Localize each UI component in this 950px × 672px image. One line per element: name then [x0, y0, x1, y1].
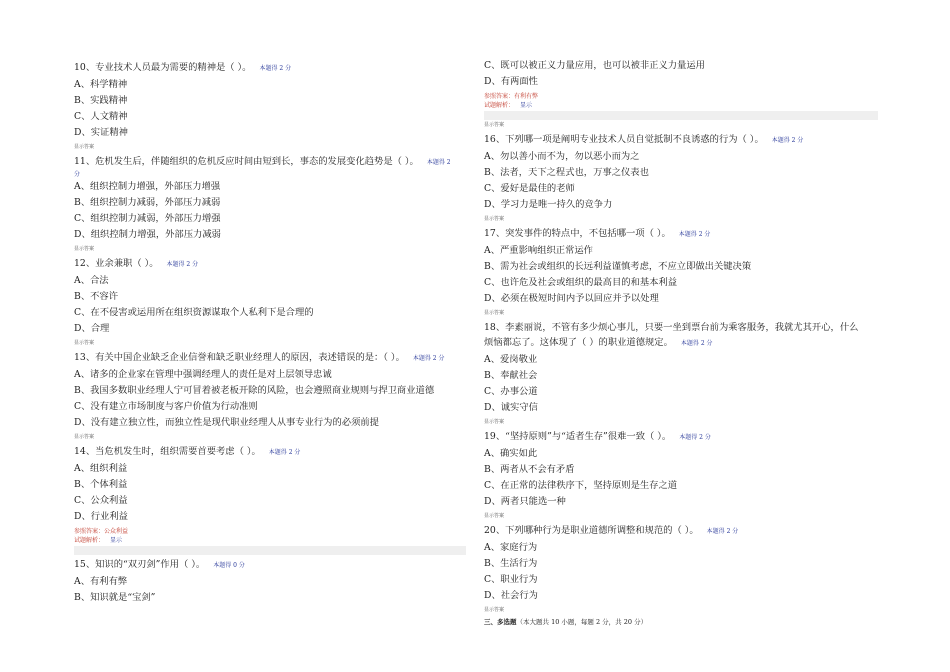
- option[interactable]: A、组织控制力增强，外部压力增强: [74, 181, 221, 192]
- show-answer-link[interactable]: 显示答案: [484, 310, 505, 316]
- question-15-continued: [484, 58, 878, 129]
- question-stem: 13、有关中国企业缺乏企业信誉和缺乏职业经理人的原因，表述错误的是：（ ）。 本题得 2 分: [74, 352, 445, 363]
- option[interactable]: B、需为社会或组织的长远利益谨慎考虑，不应立即做出关键决策: [484, 261, 752, 272]
- option[interactable]: B、个体利益: [74, 479, 128, 490]
- question-stem: 18、李素丽说，不管有多少烦心事儿，只要一坐到票台前为乘客服务，我就尤其开心，什么: [484, 322, 859, 333]
- option[interactable]: D、必须在极短时间内予以回应并予以处理: [484, 293, 659, 304]
- score-label: 本题得 2: [426, 159, 451, 166]
- question-stem: 11、危机发生后，伴随组织的危机反应时间由短到长，事态的发展变化趋势是（ ）。 本题得 2: [74, 156, 451, 167]
- question-stem: 10、专业技术人员最为需要的精神是（ ）。 本题得 2 分: [74, 62, 292, 73]
- score-label: 本题得 2 分: [166, 261, 199, 268]
- option[interactable]: C、在不侵害或运用所在组织资源谋取个人私利下是合理的: [74, 307, 314, 318]
- question-13: [74, 350, 466, 441]
- explanation-row: 试题解析： 显示: [74, 537, 123, 544]
- option[interactable]: C、组织控制力减弱，外部压力增强: [74, 213, 221, 224]
- option[interactable]: D、没有建立独立性，而独立性是现代职业经理人从事专业行为的必须前提: [74, 417, 379, 428]
- reference-answer: 参照答案：公众利益: [74, 528, 129, 535]
- option[interactable]: A、家庭行为: [484, 542, 538, 553]
- option[interactable]: C、在正常的法律秩序下，坚持原则是生存之道: [484, 480, 678, 491]
- section-note: （本大题共 10 小题，每题 2 分，共 20 分）: [516, 618, 648, 626]
- left-column: [74, 58, 466, 606]
- show-answer-link[interactable]: 显示答案: [74, 340, 95, 346]
- question-20: [484, 523, 878, 614]
- question-11: [74, 154, 466, 253]
- question-stem-line2: 烦恼都忘了。这体现了（ ）的职业道德规定。 本题得 2 分: [484, 337, 713, 348]
- option[interactable]: A、勿以善小而不为，勿以恶小而为之: [484, 151, 640, 162]
- question-stem: 15、知识的“双刃剑”作用（ ）。 本题得 0 分: [74, 559, 245, 570]
- option[interactable]: C、职业行为: [484, 574, 538, 585]
- question-stem: 19、“坚持原则”与“适者生存”很难一致（ ）。 本题得 2 分: [484, 431, 711, 442]
- option[interactable]: C、也许危及社会或组织的最高目的和基本利益: [484, 277, 678, 288]
- option[interactable]: A、科学精神: [74, 79, 128, 90]
- option[interactable]: D、实证精神: [74, 127, 128, 138]
- show-answer-link[interactable]: 显示答案: [484, 513, 505, 519]
- question-stem: 17、突发事件的特点中，不包括哪一项（ ）。 本题得 2 分: [484, 228, 711, 239]
- show-answer-link[interactable]: 显示答案: [74, 246, 95, 252]
- score-label: 本题得 2 分: [706, 528, 739, 535]
- divider-bar: [74, 546, 466, 555]
- option[interactable]: D、社会行为: [484, 590, 538, 601]
- option[interactable]: D、诚实守信: [484, 402, 538, 413]
- option[interactable]: B、实践精神: [74, 95, 128, 106]
- show-explanation-link[interactable]: 显示: [110, 537, 123, 544]
- option[interactable]: D、有两面性: [484, 76, 538, 87]
- show-answer-link[interactable]: 显示答案: [484, 419, 505, 425]
- right-column: [484, 58, 878, 627]
- divider-bar: [484, 111, 878, 120]
- option[interactable]: B、奉献社会: [484, 370, 538, 381]
- option[interactable]: B、我国多数职业经理人宁可冒着被老板开除的风险，也会遵照商业规则与捍卫商业道德: [74, 385, 435, 396]
- question-18: [484, 320, 878, 426]
- question-stem: 20、下列哪种行为是职业道德所调整和规范的（ ）。 本题得 2 分: [484, 525, 739, 536]
- option[interactable]: A、合法: [74, 275, 109, 286]
- option[interactable]: C、办事公道: [484, 386, 538, 397]
- section-heading: [484, 617, 878, 627]
- score-label: 本题得 2 分: [679, 434, 711, 441]
- option[interactable]: B、法者，天下之程式也，万事之仪表也: [484, 167, 649, 178]
- option[interactable]: A、确实如此: [484, 448, 538, 459]
- question-14: [74, 444, 466, 555]
- score-label: 本题得 2 分: [678, 231, 711, 238]
- score-label: 本题得 0 分: [213, 562, 245, 569]
- section-title: 三、多选题: [484, 618, 517, 626]
- option[interactable]: D、两者只能选一种: [484, 496, 566, 507]
- reference-answer: 参照答案：有利有弊: [484, 93, 539, 100]
- show-answer-link[interactable]: 显示答案: [74, 144, 95, 150]
- score-label: 本题得 2 分: [268, 449, 301, 456]
- option[interactable]: B、知识就是“宝剑”: [74, 592, 156, 603]
- option[interactable]: D、行业利益: [74, 511, 128, 522]
- option[interactable]: A、有利有弊: [74, 576, 128, 587]
- score-label: 本题得 2 分: [771, 137, 804, 144]
- option[interactable]: D、学习力是唯一持久的竞争力: [484, 199, 613, 210]
- show-explanation-link[interactable]: 显示: [520, 102, 533, 109]
- option[interactable]: B、两者从不会有矛盾: [484, 464, 575, 475]
- option[interactable]: A、组织利益: [74, 463, 128, 474]
- show-answer-link[interactable]: 显示答案: [484, 607, 505, 613]
- option[interactable]: B、不容许: [74, 291, 119, 302]
- score-label: 本题得 2 分: [412, 355, 445, 362]
- question-19: [484, 429, 878, 520]
- option[interactable]: C、爱好是最佳的老师: [484, 183, 575, 194]
- option[interactable]: C、没有建立市场制度与客户价值为行动准则: [74, 401, 258, 412]
- question-stem: 16、下列哪一项是阐明专业技术人员自觉抵制不良诱惑的行为（ ）。 本题得 2 分: [484, 134, 804, 145]
- question-12: [74, 256, 466, 347]
- option[interactable]: C、人文精神: [74, 111, 128, 122]
- option[interactable]: D、组织控制力增强，外部压力减弱: [74, 229, 221, 240]
- question-stem: 12、业余兼职（ ）。 本题得 2 分: [74, 258, 199, 269]
- question-16: [484, 132, 878, 223]
- question-17: [484, 226, 878, 317]
- option[interactable]: A、爱岗敬业: [484, 354, 538, 365]
- option[interactable]: A、诸多的企业家在管理中强调经理人的责任是对上层领导忠诚: [74, 369, 332, 380]
- option[interactable]: C、公众利益: [74, 495, 128, 506]
- score-label: 本题得 2 分: [259, 65, 292, 72]
- show-answer-link[interactable]: 显示答案: [484, 216, 505, 222]
- score-label-cont: 分: [74, 171, 81, 178]
- score-label: 本题得 2 分: [680, 340, 713, 347]
- show-answer-link[interactable]: 显示答案: [74, 434, 95, 440]
- option[interactable]: C、既可以被正义力量应用，也可以被非正义力量运用: [484, 60, 705, 71]
- option[interactable]: B、组织控制力减弱，外部压力减弱: [74, 197, 221, 208]
- option[interactable]: D、合理: [74, 323, 110, 334]
- option[interactable]: B、生活行为: [484, 558, 538, 569]
- question-15: [74, 557, 466, 606]
- option[interactable]: A、严重影响组织正常运作: [484, 245, 593, 256]
- question-10: [74, 60, 466, 151]
- show-answer-link[interactable]: 显示答案: [484, 122, 505, 128]
- explanation-row: 试题解析： 显示: [484, 102, 533, 109]
- question-stem: 14、当危机发生时，组织需要首要考虑（ ）。 本题得 2 分: [74, 446, 301, 457]
